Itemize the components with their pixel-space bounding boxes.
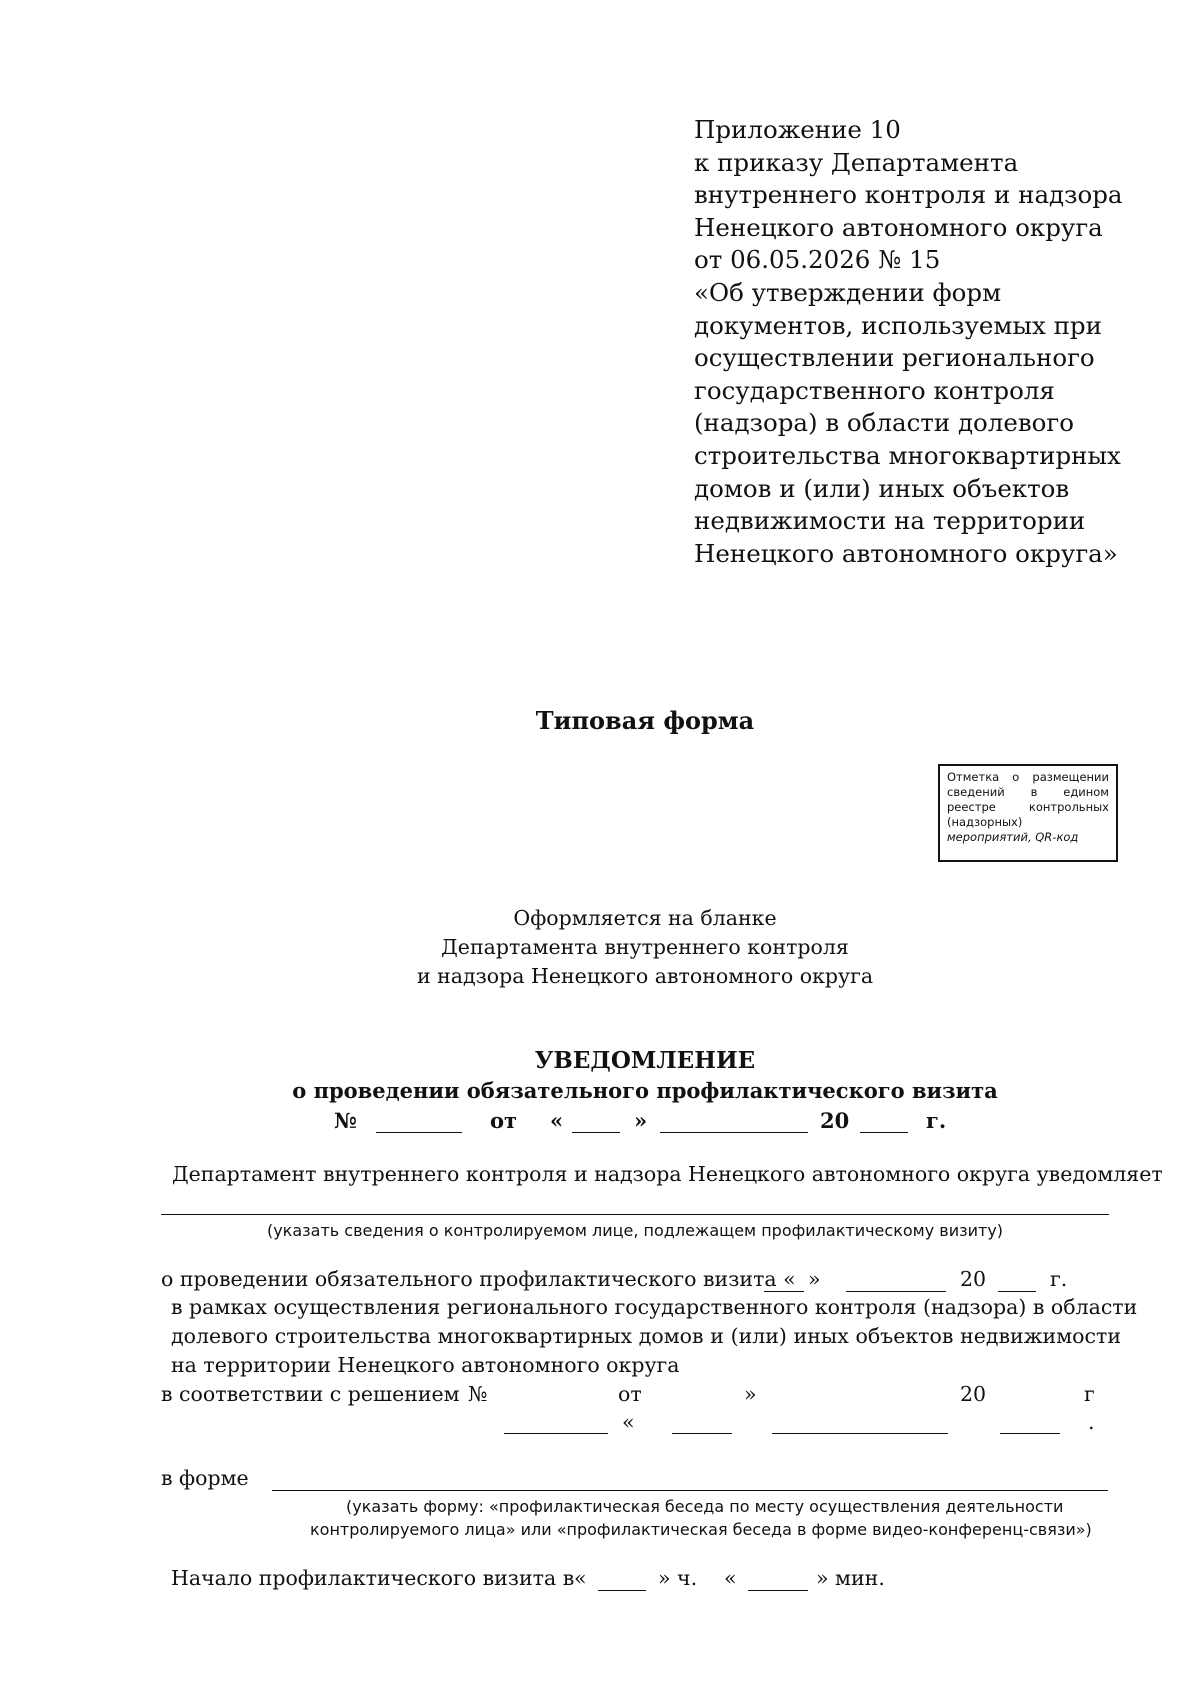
annex-line: Приложение 10 — [694, 115, 901, 144]
qr-registry-box — [938, 764, 1118, 862]
year-field[interactable] — [860, 1132, 908, 1133]
decision-year-field[interactable] — [1000, 1433, 1060, 1434]
scope-line-3: на территории Ненецкого автономного округа — [171, 1353, 680, 1377]
annex-line: Ненецкого автономного округа — [694, 212, 1103, 242]
visit-century: 20 — [960, 1267, 987, 1291]
decision-number-sign: № — [468, 1382, 488, 1406]
annex-line: документов, используемых при — [694, 310, 1102, 340]
quote-open: « — [550, 1108, 564, 1133]
annex-line: осуществлении регионального — [694, 343, 1095, 373]
annex-line: домов и (или) иных объектов — [694, 473, 1070, 503]
annex-line: «Об утверждении форм — [694, 277, 1002, 307]
form-hint-line-1: (указать форму: «профилактическая беседа по месту осуществления деятельности — [346, 1497, 1064, 1516]
blank-note-line: Департамента внутреннего контроля — [441, 935, 849, 959]
decision-month-field[interactable] — [772, 1433, 948, 1434]
dept-notifies: Департамент внутреннего контроля и надзора Ненецкого автономного округа уведомляет — [172, 1162, 1163, 1186]
annex-line: от 06.05.2026 № 15 — [694, 245, 941, 275]
person-hint: (указать сведения о контролируемом лице, подлежащем профилактическому визиту) — [266, 1221, 1004, 1240]
visit-year-field[interactable] — [998, 1291, 1036, 1292]
scope-line-2: долевого строительства многоквартирных домов и (или) иных объектов недвижимости — [171, 1324, 1121, 1348]
annex-block — [694, 114, 1123, 570]
year-suffix: г. — [926, 1108, 947, 1133]
visit-month-field[interactable] — [846, 1291, 946, 1292]
annex-line: внутреннего контроля и надзора — [694, 180, 1123, 210]
start-prefix: Начало профилактического визита в — [171, 1566, 575, 1590]
decision-quote-open: « — [622, 1410, 635, 1434]
visit-quote-close: » — [808, 1267, 821, 1291]
blank-note-line: и надзора Ненецкого автономного округа — [416, 964, 874, 988]
decision-from: от — [618, 1382, 642, 1406]
month-field[interactable] — [660, 1132, 808, 1133]
start-minutes-label: » мин. — [816, 1566, 885, 1590]
start-hours-label: » ч. — [658, 1566, 698, 1590]
form-title: Типовая форма — [535, 706, 755, 735]
decision-dot: . — [1088, 1410, 1095, 1434]
start-quote-open-hours: « — [574, 1566, 587, 1590]
annex-line: строительства многоквартирных — [694, 440, 1121, 470]
day-field[interactable] — [572, 1132, 620, 1133]
blank-note-line: Оформляется на бланке — [513, 906, 777, 930]
decision-day-field[interactable] — [672, 1433, 732, 1434]
annex-line: Ненецкого автономного округа» — [694, 538, 1118, 568]
date-from-label: от — [490, 1108, 518, 1133]
notice-title: УВЕДОМЛЕНИЕ — [534, 1047, 756, 1074]
scope-line-1: в рамках осуществления регионального государственного контроля (надзора) в области — [171, 1295, 1138, 1319]
visit-year-suffix: г. — [1050, 1267, 1068, 1291]
start-minutes-field[interactable] — [748, 1590, 808, 1591]
decision-century: 20 — [960, 1382, 987, 1406]
century-label: 20 — [820, 1108, 850, 1133]
qr-box-text: Отметка о размещении сведений в едином реестре контрольных (надзорных) — [947, 770, 1109, 829]
blank-note — [0, 904, 1200, 991]
annex-line: (надзора) в области долевого — [694, 408, 1075, 438]
start-hours-field[interactable] — [598, 1590, 646, 1591]
visit-prefix: о проведении обязательного профилактического визита « — [161, 1267, 796, 1291]
qr-box-italic: мероприятий, QR-код — [947, 830, 1079, 844]
number-field[interactable] — [376, 1132, 462, 1133]
annex-line: государственного контроля — [694, 375, 1055, 405]
decision-number-field[interactable] — [504, 1433, 608, 1434]
decision-quote-close: » — [744, 1382, 757, 1406]
start-quote-open-minutes: « — [724, 1566, 737, 1590]
controlled-person-field[interactable] — [161, 1214, 1109, 1215]
visit-form-field[interactable] — [272, 1490, 1108, 1491]
annex-line: недвижимости на территории — [694, 506, 1086, 536]
notice-subtitle: о проведении обязательного профилактического визита — [292, 1078, 998, 1103]
form-label: в форме — [161, 1466, 249, 1490]
annex-line: к приказу Департамента — [694, 147, 1019, 177]
decision-year-suffix: г — [1084, 1382, 1095, 1406]
quote-close: » — [634, 1108, 648, 1133]
visit-day-field[interactable] — [764, 1291, 804, 1292]
form-hint-line-2: контролируемого лица» или «профилактическая беседа в форме видео-конференц-связи») — [310, 1520, 1092, 1539]
decision-prefix: в соответствии с решением — [161, 1382, 460, 1406]
number-sign: № — [334, 1108, 357, 1133]
